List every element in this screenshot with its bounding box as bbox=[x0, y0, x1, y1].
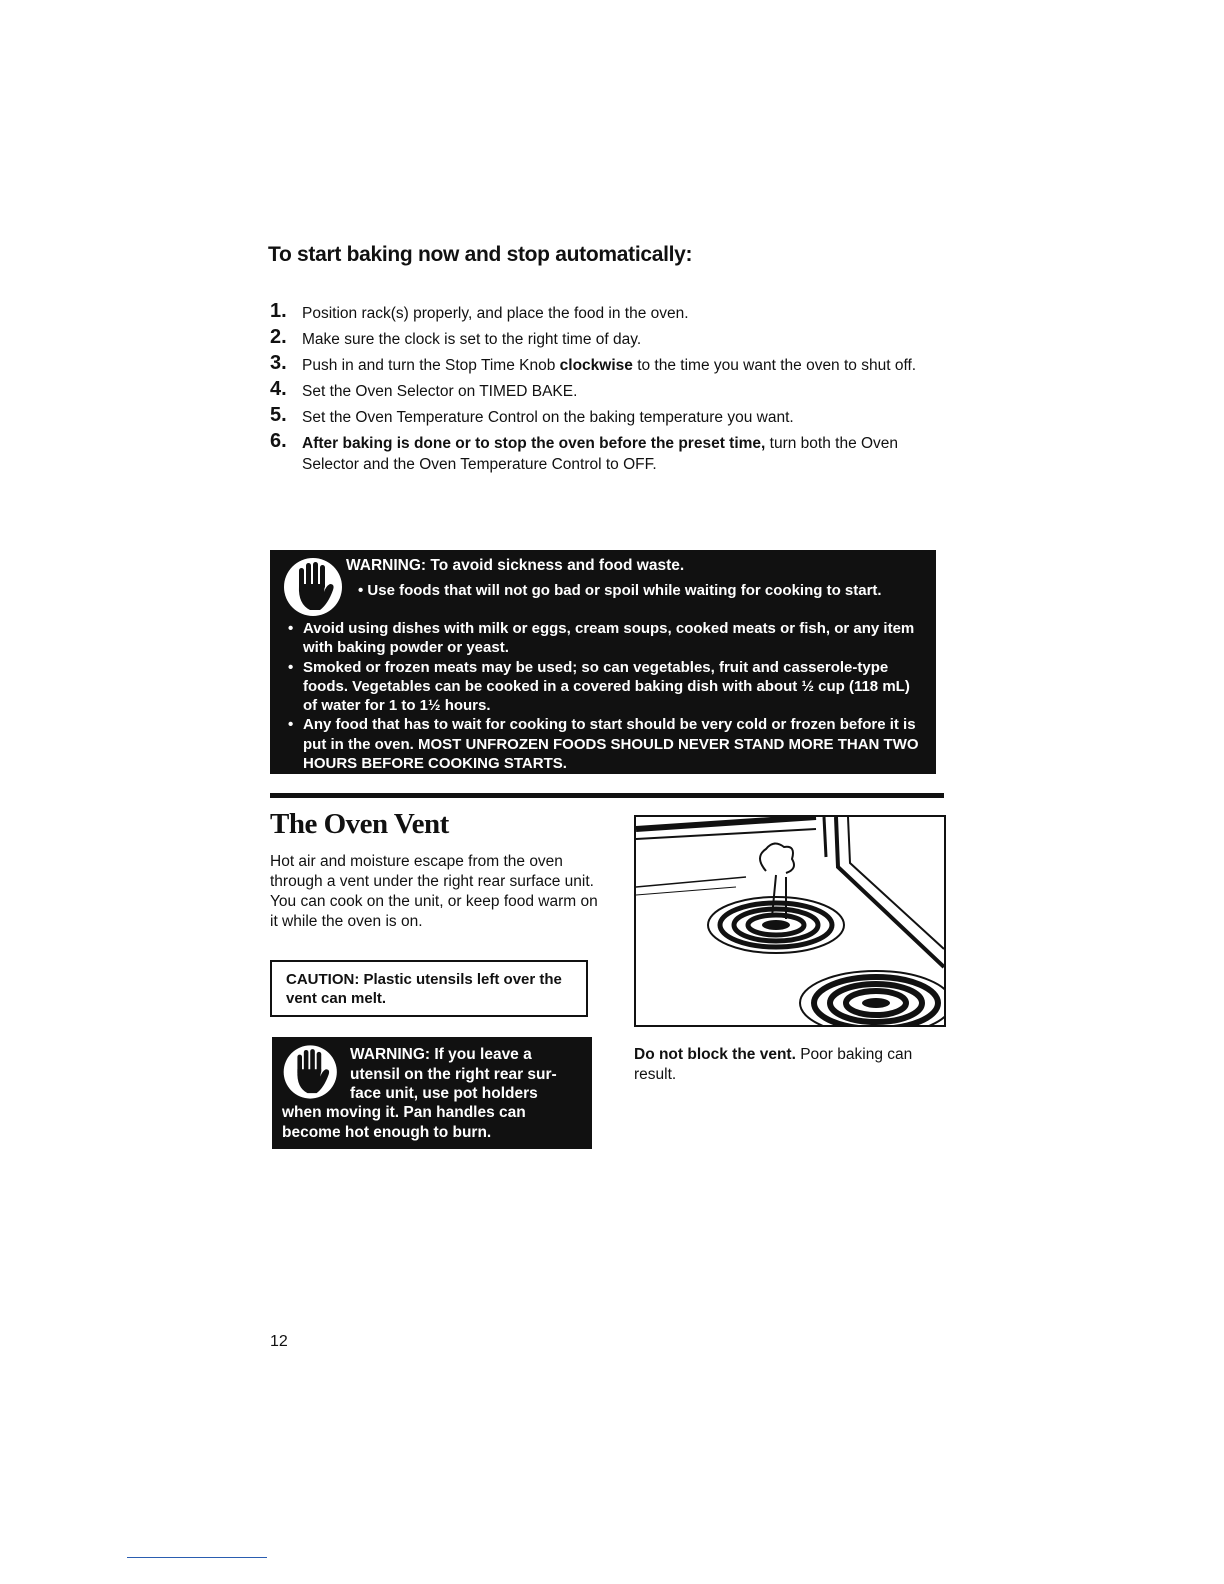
step-item bbox=[270, 430, 940, 475]
footer-divider bbox=[127, 1557, 267, 1558]
section-title: The Oven Vent bbox=[270, 808, 449, 840]
step-text: Set the Oven Temperature Control on the baking temperature you want. bbox=[302, 409, 794, 426]
warning-bullet: • Avoid using dishes with milk or eggs, cream soups, cooked meats or fish, or any item with baking powder or yeast. bbox=[288, 619, 928, 658]
warning-hand-icon bbox=[280, 556, 352, 618]
illustration-caption bbox=[634, 1045, 944, 1085]
step-item bbox=[270, 352, 940, 376]
section-body: Hot air and moisture escape from the oven through a vent under the right rear surface unit. You can cook on the unit, or keep food warm on it while the oven is on. bbox=[270, 853, 598, 930]
warning-text: when moving it. Pan handles can become hot enough to burn. bbox=[282, 1104, 526, 1141]
step-emphasis: After baking is done or to stop the oven before the preset time, bbox=[302, 435, 766, 452]
step-item bbox=[270, 326, 940, 350]
step-number: 1. bbox=[270, 300, 287, 322]
step-number: 4. bbox=[270, 378, 287, 400]
warning-text: WARNING: If you leave a utensil on the right rear sur-face unit, use pot holders bbox=[350, 1046, 557, 1102]
caption-emphasis: Do not block the vent. bbox=[634, 1046, 796, 1063]
step-text: turn both the Oven Selector and the Oven Temperature Control to OFF. bbox=[302, 435, 899, 473]
page-number: 12 bbox=[270, 1333, 288, 1350]
step-text: Position rack(s) properly, and place the food in the oven. bbox=[302, 305, 689, 322]
step-text: Make sure the clock is set to the right time of day. bbox=[302, 331, 642, 348]
warning-bullets bbox=[288, 619, 928, 773]
step-emphasis: clockwise bbox=[559, 357, 633, 374]
warning-box-utensil bbox=[272, 1037, 592, 1149]
step-number: 3. bbox=[270, 352, 287, 374]
steps-list bbox=[270, 300, 940, 480]
step-item bbox=[270, 404, 940, 428]
step-number: 2. bbox=[270, 326, 287, 348]
caption-text: Poor baking can result. bbox=[634, 1046, 913, 1083]
step-item bbox=[270, 378, 940, 402]
caution-box: CAUTION: Plastic utensils left over the vent can melt. bbox=[270, 960, 588, 1017]
cooktop-coil-icon bbox=[636, 817, 944, 1025]
warning-box-food-safety bbox=[270, 550, 936, 774]
step-number: 5. bbox=[270, 404, 287, 426]
step-text: Push in and turn the Stop Time Knob bbox=[302, 357, 560, 374]
oven-vent-illustration bbox=[634, 815, 946, 1027]
section-divider bbox=[270, 793, 944, 798]
section-heading: To start baking now and stop automatically: bbox=[268, 243, 693, 266]
warning-heading: WARNING: To avoid sickness and food waste. bbox=[346, 557, 685, 574]
warning-hand-icon bbox=[280, 1043, 346, 1101]
warning-bullet: • Smoked or frozen meats may be used; so can vegetables, fruit and casserole-type foods. Vegetables can be cooked in a covered baking dish with about ½ cup (118 mL) of water for 1 to 1½ hours. bbox=[288, 658, 928, 716]
step-text: Set the Oven Selector on TIMED BAKE. bbox=[302, 383, 578, 400]
warning-bullet: • Use foods that will not go bad or spoil while waiting for cooking to start. bbox=[358, 582, 882, 599]
warning-bullet: • Any food that has to wait for cooking to start should be very cold or frozen before it is put in the oven. MOST UNFROZEN FOODS SHOULD NEVER STAND MORE THAN TWO HOURS BEFORE COOKING STARTS. bbox=[288, 715, 928, 773]
step-text: to the time you want the oven to shut off. bbox=[632, 357, 917, 374]
step-item bbox=[270, 300, 940, 324]
step-number: 6. bbox=[270, 430, 287, 452]
